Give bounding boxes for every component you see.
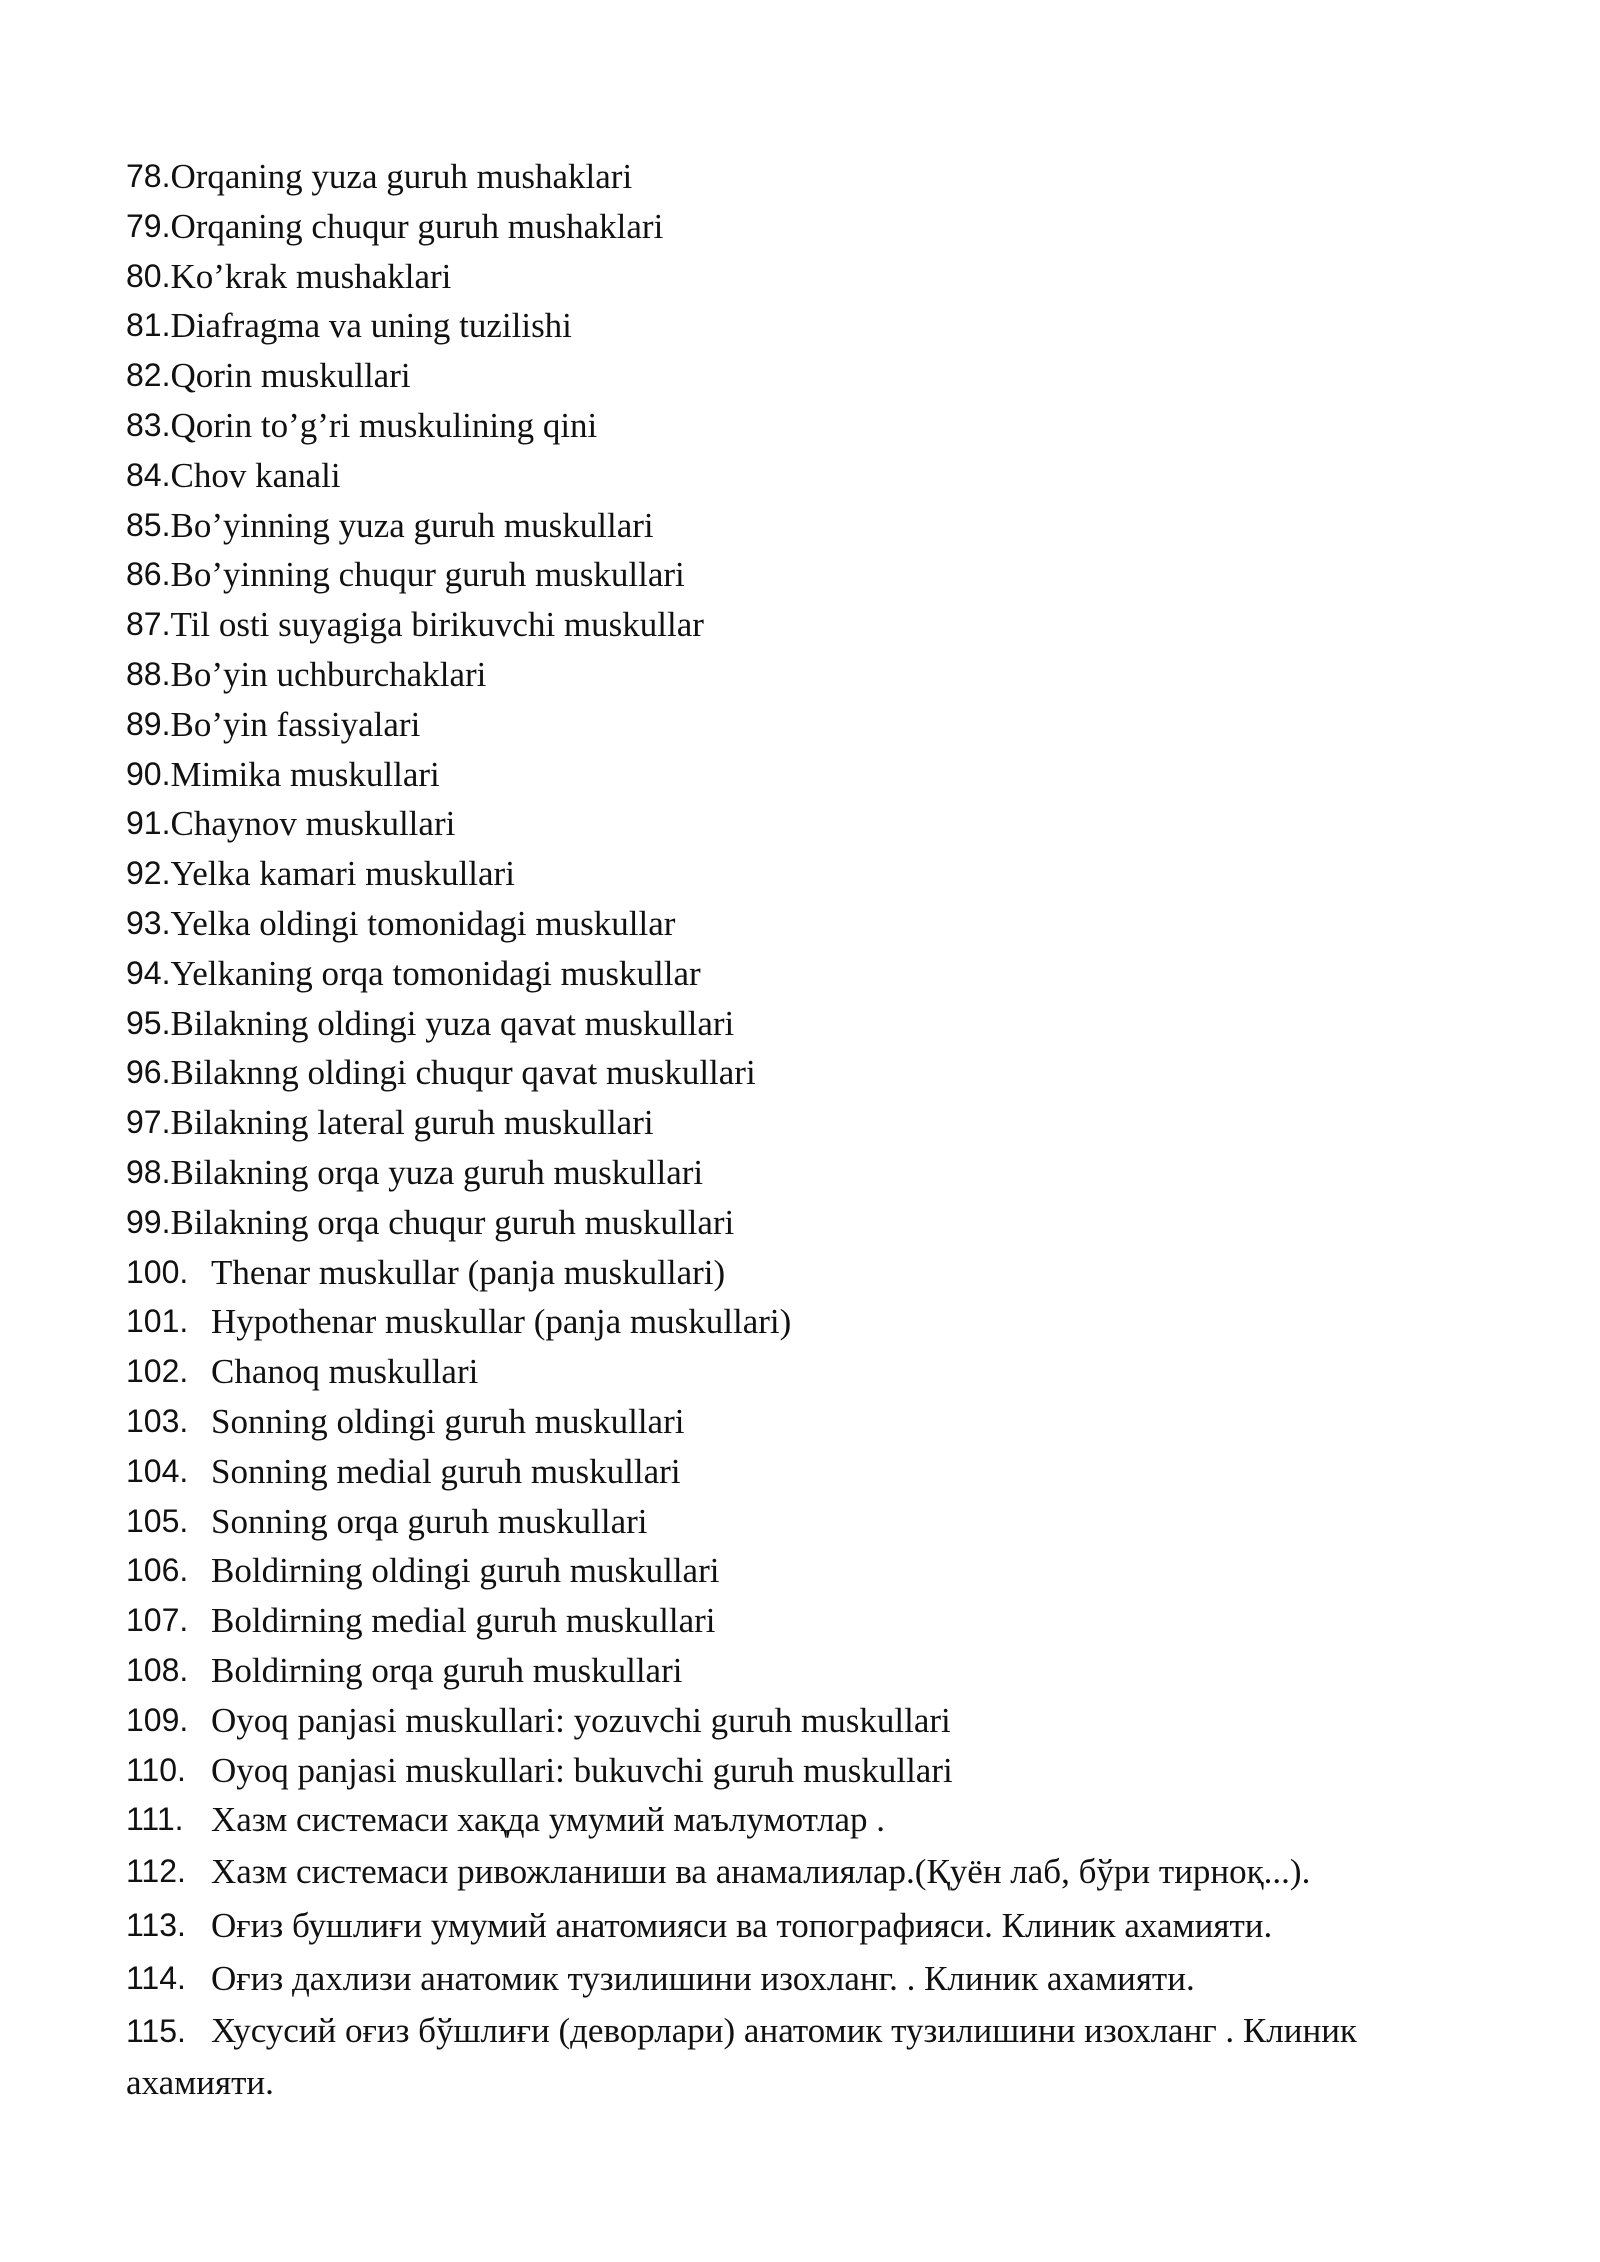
item-number: 92. [126,855,171,892]
list-item [126,252,1506,302]
item-number: 106. [126,1552,189,1589]
item-text: Оғиз дахлизи анатомик тузилишини изохланг. . Клиник ахамияти. [211,1958,1195,1998]
list-item [126,1148,1506,1198]
list-item [126,550,1506,600]
list-item [126,2005,1506,2109]
item-text: Til osti suyagiga birikuvchi muskullar [170,605,704,645]
item-text: Yelkaning orqa tomonidagi muskullar [170,953,701,993]
item-text: Yelka oldingi tomonidagi muskullar [170,903,676,943]
item-text: Хусусий оғиз бўшлиғи (деворлари) анатомик тузилишини изохланг . Клиник [211,2011,1357,2051]
item-text: Boldirning oldingi guruh muskullari [211,1551,720,1591]
item-number: 85. [126,506,171,543]
item-number: 107. [126,1602,189,1639]
item-number: 84. [126,456,171,493]
item-number: 93. [126,904,171,941]
item-text: Bilakning orqa yuza guruh muskullari [170,1152,704,1192]
item-text: Boldirning orqa guruh muskullari [211,1650,683,1690]
item-number: 80. [126,257,171,294]
item-number: 99. [126,1203,171,1240]
list-item [126,1497,1506,1547]
item-text: Mimika muskullari [170,754,440,794]
item-number: 89. [126,705,171,742]
item-text: Boldirning medial guruh muskullari [211,1601,716,1641]
item-number: 110. [126,1751,186,1788]
item-number: 82. [126,357,171,394]
item-text: Chov kanali [170,455,341,495]
item-text: Oyoq panjasi muskullari: bukuvchi guruh muskullari [211,1750,953,1790]
list-item [126,1746,1506,1796]
list-item [126,750,1506,800]
list-item [126,152,1506,202]
item-text: Orqaning yuza guruh mushaklari [170,157,633,196]
list-item [126,1248,1506,1298]
item-number: 111. [126,1801,184,1838]
list-item [126,1596,1506,1646]
item-number: 102. [126,1353,189,1390]
item-number: 108. [126,1651,189,1688]
item-text: Хазм системаси хақда умумий маълумотлар . [211,1800,886,1840]
item-text: Diafragma va uning tuzilishi [170,306,572,346]
item-text-continuation: ахамияти. [126,2063,274,2103]
item-text: Bo’yinning yuza guruh muskullari [170,505,654,545]
list-item [126,501,1506,551]
list-item [126,1347,1506,1397]
item-text: Chanoq muskullari [211,1352,479,1392]
item-number: 96. [126,1054,171,1091]
item-number: 104. [126,1452,189,1489]
list-item [126,600,1506,650]
list-item [126,1297,1506,1347]
item-text: Chaynov muskullari [170,804,456,844]
list-item [126,1899,1506,1952]
item-number: 88. [126,655,171,692]
list-item [126,1447,1506,1497]
item-text: Bilakning lateral guruh muskullari [170,1103,654,1143]
item-text: Oyoq panjasi muskullari: yozuvchi guruh muskullari [211,1700,951,1740]
item-text: Hypothenar muskullar (panja muskullari) [211,1302,792,1342]
item-number: 79. [126,207,171,244]
list-item [126,899,1506,949]
item-number: 103. [126,1402,189,1439]
item-number: 100. [126,1253,189,1290]
list-item [126,202,1506,252]
item-number: 98. [126,1153,171,1190]
list-item [126,949,1506,999]
item-text: Bo’yin uchburchaklari [170,654,487,694]
list-item [126,1198,1506,1248]
item-text: Хазм системаси ривожланиши ва анамалиялар.(Қуён лаб, бўри тирноқ...). [211,1852,1311,1892]
item-number: 87. [126,606,171,643]
list-item [126,1646,1506,1696]
item-text: Bilaknng oldingi chuqur qavat muskullari [170,1053,756,1093]
item-text: Bilakning oldingi yuza qavat muskullari [170,1003,735,1043]
list-item [126,401,1506,451]
item-text: Оғиз бушлиғи умумий анатомияси ва топографияси. Клиник ахамияти. [211,1905,1273,1945]
item-text: Qorin muskullari [170,356,411,396]
item-number: 114. [126,1959,186,1996]
item-text: Qorin to’g’ri muskulining qini [170,405,598,445]
list-item [126,1696,1506,1746]
item-number: 105. [126,1502,189,1539]
item-text: Orqaning chuqur guruh mushaklari [170,206,664,246]
item-number: 94. [126,954,171,991]
list-item [126,301,1506,351]
item-number: 83. [126,406,171,443]
item-number: 91. [126,805,171,842]
list-item [126,1546,1506,1596]
item-text: Ko’krak mushaklari [170,256,452,296]
item-number: 86. [126,556,171,593]
list-item [126,999,1506,1049]
list-item [126,351,1506,401]
item-number: 115. [126,2013,186,2050]
item-text: Sonning oldingi guruh muskullari [211,1401,685,1441]
item-text: Yelka kamari muskullari [170,854,515,894]
list-item [126,451,1506,501]
item-number: 113. [126,1906,186,1943]
topic-list [126,152,1506,2109]
list-item [126,1048,1506,1098]
item-text: Sonning orqa guruh muskullari [211,1501,648,1541]
item-text: Thenar muskullar (panja muskullari) [211,1252,726,1292]
list-item [126,700,1506,750]
item-number: 97. [126,1104,171,1141]
item-number: 78. [126,158,171,194]
list-item [126,799,1506,849]
item-number: 90. [126,755,171,792]
item-text: Bo’yin fassiyalari [170,704,421,744]
item-number: 101. [126,1303,189,1340]
list-item [126,1795,1506,1845]
item-number: 81. [126,307,171,344]
list-item [126,849,1506,899]
list-item [126,1397,1506,1447]
item-number: 109. [126,1701,189,1738]
item-number: 95. [126,1004,171,1041]
list-item [126,1098,1506,1148]
item-number: 112. [126,1853,186,1890]
list-item [126,650,1506,700]
item-text: Bilakning orqa chuqur guruh muskullari [170,1202,735,1242]
list-item [126,1952,1506,2005]
item-text: Bo’yinning chuqur guruh muskullari [170,555,685,595]
list-item [126,1845,1506,1898]
item-text: Sonning medial guruh muskullari [211,1451,681,1491]
